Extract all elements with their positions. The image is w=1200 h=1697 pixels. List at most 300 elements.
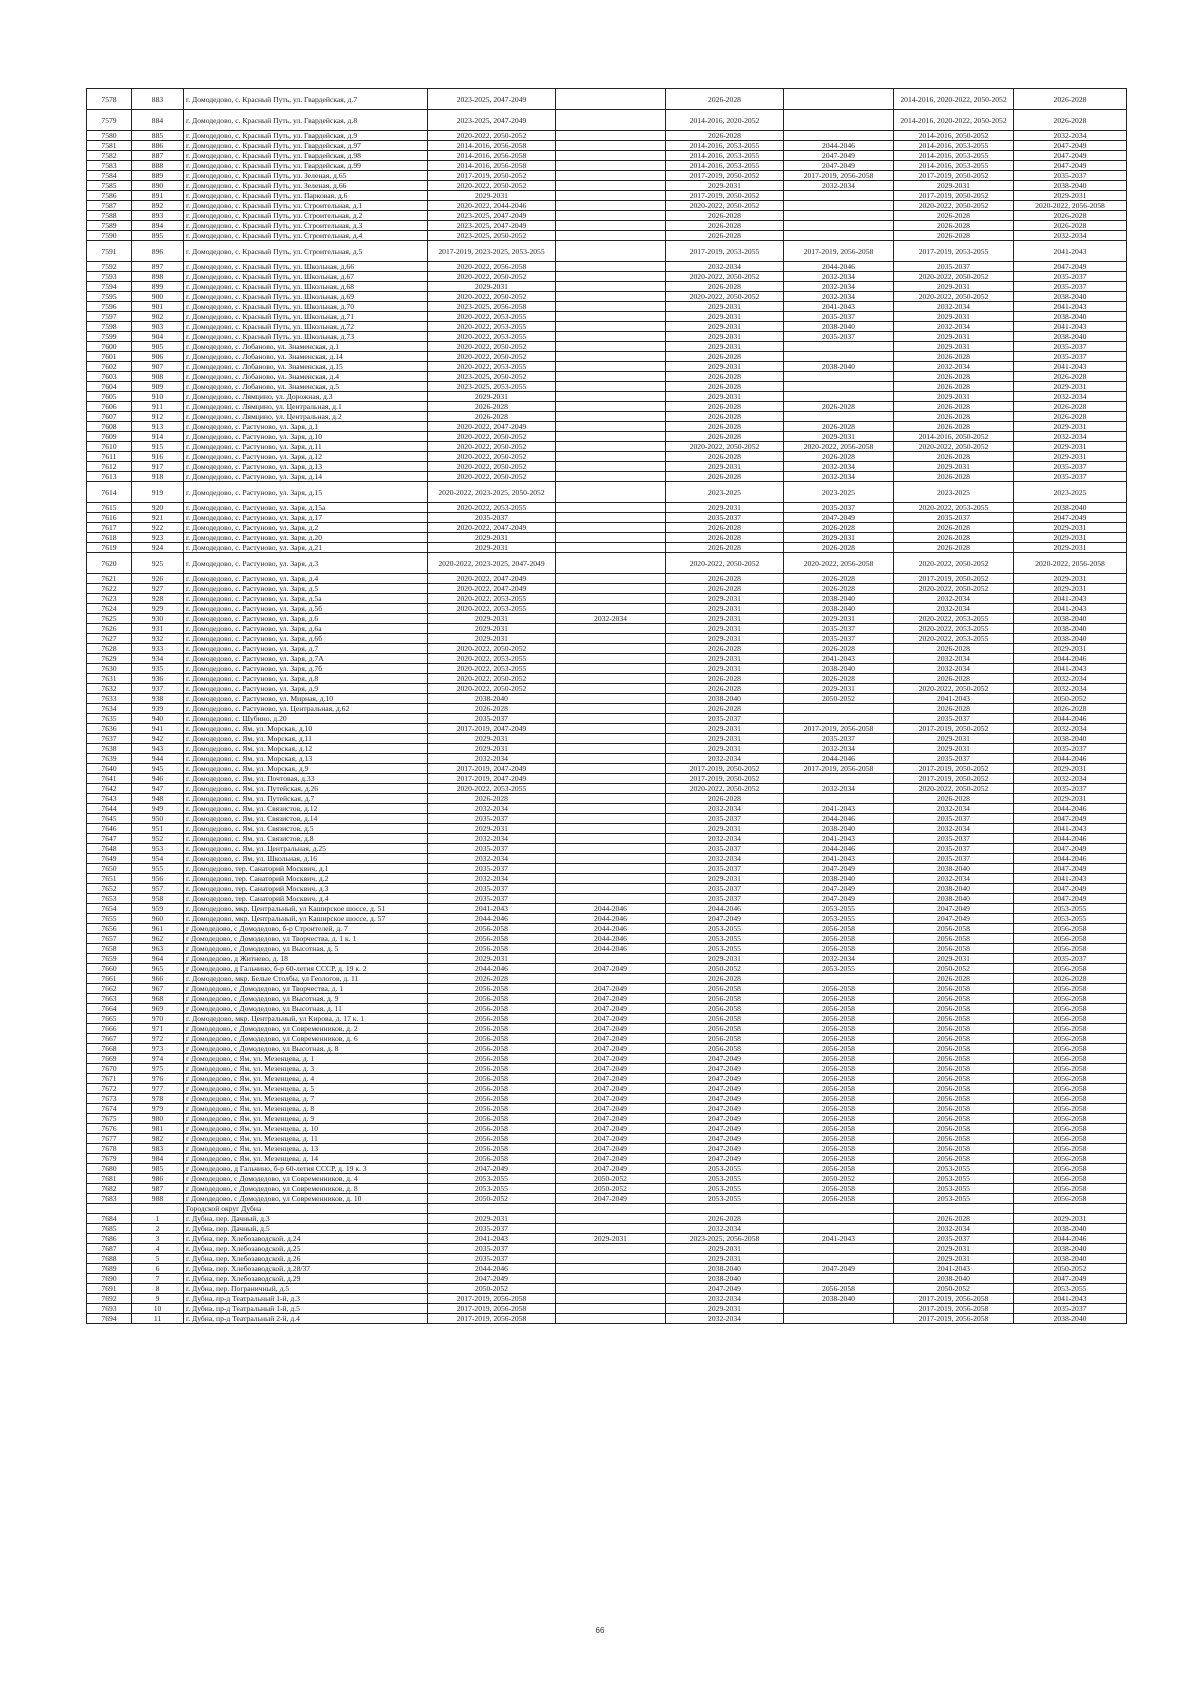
table-body [87,89,1127,1324]
cell-period-2 [556,110,666,131]
cell-address: г. Домодедово, с. Растуново, ул. Заря, д.9 [184,684,428,694]
cell-period-4: 2047-2049 [784,864,894,874]
cell-period-6: 2029-2031 [1014,794,1127,804]
table-row [87,1114,1127,1124]
cell-period-1: 2032-2034 [428,834,556,844]
cell-period-4 [784,704,894,714]
cell-period-2 [556,221,666,231]
cell-period-3: 2047-2049 [666,1114,784,1124]
cell-period-6: 2038-2040 [1014,1224,1127,1234]
cell-row-number: 7605 [87,392,132,402]
cell-address: г. Домодедово, с. Растуново, ул. Заря, д.8 [184,674,428,684]
cell-period-5: 2026-2028 [894,412,1014,422]
cell-row-number: 7582 [87,151,132,161]
table-row [87,944,1127,954]
cell-period-6: 2035-2037 [1014,462,1127,472]
cell-address: г. Домодедово, с. Растуново, ул. Заря, д.6 [184,614,428,624]
cell-period-1: 2056-2058 [428,924,556,934]
cell-address: г. Домодедово, с. Красный Путь, ул. Зеленая, д.65 [184,171,428,181]
cell-period-6: 2053-2055 [1014,1284,1127,1294]
cell-period-2 [556,844,666,854]
cell-period-4: 2032-2034 [784,181,894,191]
cell-period-2 [556,482,666,503]
cell-address: г. Домодедово, с. Ям, ул. Путейская, д.26 [184,784,428,794]
table-row [87,533,1127,543]
cell-period-2 [556,834,666,844]
cell-address: г Домодедово, с Домодедово, ул Высотная, д. 9 [184,994,428,1004]
table-row [87,231,1127,241]
cell-period-5: 2035-2037 [894,844,1014,854]
cell-period-3: 2038-2040 [666,1274,784,1284]
cell-period-5: 2026-2028 [894,974,1014,984]
cell-period-2 [556,1204,666,1214]
cell-address: г. Дубна, пер. Хлебозаводской, д.29 [184,1274,428,1284]
table-row [87,974,1127,984]
table-row [87,452,1127,462]
cell-period-6: 2041-2043 [1014,1294,1127,1304]
cell-period-3: 2047-2049 [666,1064,784,1074]
cell-row-number: 7636 [87,724,132,734]
cell-period-3: 2032-2034 [666,1224,784,1234]
cell-period-6: 2035-2037 [1014,171,1127,181]
cell-period-1: 2053-2055 [428,1184,556,1194]
cell-period-2: 2047-2049 [556,1064,666,1074]
cell-item-number: 942 [132,734,184,744]
cell-period-5: 2020-2022, 2050-2052 [894,684,1014,694]
cell-period-3: 2047-2049 [666,1084,784,1094]
cell-item-number: 980 [132,1114,184,1124]
cell-period-1: 2020-2022, 2053-2055 [428,594,556,604]
cell-address: г Домодедово, д Житнево, д. 18 [184,954,428,964]
cell-period-3: 2047-2049 [666,1124,784,1134]
cell-period-4: 2047-2049 [784,151,894,161]
cell-period-1: 2035-2037 [428,894,556,904]
cell-period-6: 2041-2043 [1014,322,1127,332]
cell-period-3: 2053-2055 [666,1174,784,1184]
cell-address: г. Домодедово, с. Растуново, ул. Заря, д.3 [184,553,428,574]
cell-row-number: 7637 [87,734,132,744]
cell-period-6: 2047-2049 [1014,141,1127,151]
cell-period-4: 2056-2058 [784,1064,894,1074]
cell-period-6: 2056-2058 [1014,1034,1127,1044]
cell-period-3: 2035-2037 [666,864,784,874]
cell-period-3: 2017-2019, 2050-2052 [666,191,784,201]
cell-period-3: 2026-2028 [666,674,784,684]
cell-row-number: 7614 [87,482,132,503]
cell-period-2 [556,754,666,764]
cell-period-1: 2056-2058 [428,934,556,944]
cell-period-6: 2056-2058 [1014,994,1127,1004]
cell-row-number: 7596 [87,302,132,312]
cell-period-4 [784,714,894,724]
cell-period-1: 2023-2025, 2047-2049 [428,211,556,221]
cell-period-5: 2056-2058 [894,1084,1014,1094]
cell-period-3: 2032-2034 [666,1294,784,1304]
cell-period-1: 2056-2058 [428,1144,556,1154]
cell-period-1: 2029-2031 [428,533,556,543]
cell-period-5: 2020-2022, 2050-2052 [894,553,1014,574]
cell-period-5: 2056-2058 [894,1104,1014,1114]
cell-row-number: 7645 [87,814,132,824]
cell-period-3: 2047-2049 [666,1104,784,1114]
cell-period-6: 2032-2034 [1014,231,1127,241]
cell-period-2 [556,201,666,211]
cell-period-5: 2014-2016, 2050-2052 [894,432,1014,442]
cell-period-3: 2056-2058 [666,1004,784,1014]
cell-period-6: 2056-2058 [1014,1134,1127,1144]
cell-period-2 [556,864,666,874]
cell-period-6: 2038-2040 [1014,624,1127,634]
table-row [87,553,1127,574]
table-row [87,1064,1127,1074]
cell-item-number: 884 [132,110,184,131]
cell-period-2 [556,824,666,834]
cell-row-number: 7689 [87,1264,132,1274]
cell-period-2 [556,553,666,574]
cell-item-number: 982 [132,1134,184,1144]
cell-row-number: 7638 [87,744,132,754]
cell-address: г Домодедово, с Домодедово, ул Современников, д. 8 [184,1184,428,1194]
cell-address: г. Домодедово, тер. Санаторий Москвич, д.3 [184,884,428,894]
cell-address: г. Домодедово, с. Растуново, ул. Заря, д.15 [184,482,428,503]
cell-period-6: 2056-2058 [1014,1104,1127,1114]
cell-period-6: 2056-2058 [1014,1024,1127,1034]
cell-address: г Домодедово, с Ям, ул. Мезенцева, д. 9 [184,1114,428,1124]
cell-item-number: 921 [132,513,184,523]
table-row [87,784,1127,794]
cell-row-number: 7669 [87,1054,132,1064]
cell-period-2 [556,452,666,462]
table-row [87,664,1127,674]
cell-period-4 [784,382,894,392]
cell-row-number: 7668 [87,1044,132,1054]
cell-period-1: 2020-2022, 2050-2052 [428,292,556,302]
cell-address: г. Домодедово, с. Красный Путь, ул. Гвардейская, д.9 [184,131,428,141]
cell-row-number: 7628 [87,644,132,654]
cell-address: г Домодедово, с Домодедово, ул Творчества, д. 1 [184,984,428,994]
cell-period-1: 2017-2019, 2047-2049 [428,764,556,774]
cell-period-1: 2020-2022, 2053-2055 [428,332,556,342]
cell-item-number: 947 [132,784,184,794]
table-row [87,894,1127,904]
cell-period-1: 2020-2022, 2023-2025, 2047-2049 [428,553,556,574]
cell-period-2: 2044-2046 [556,924,666,934]
cell-period-2 [556,402,666,412]
cell-item-number: 968 [132,994,184,1004]
cell-period-4: 2035-2037 [784,332,894,342]
table-row [87,372,1127,382]
cell-period-1: 2020-2022, 2050-2052 [428,452,556,462]
cell-period-3: 2056-2058 [666,1014,784,1024]
table-row [87,1014,1127,1024]
cell-period-6: 2047-2049 [1014,262,1127,272]
cell-item-number: 960 [132,914,184,924]
cell-period-3: 2017-2019, 2050-2052 [666,774,784,784]
cell-period-6: 2056-2058 [1014,944,1127,954]
cell-period-5: 2038-2040 [894,884,1014,894]
cell-period-4 [784,1274,894,1284]
cell-period-6: 2038-2040 [1014,292,1127,302]
cell-row-number: 7670 [87,1064,132,1074]
cell-period-3: 2026-2028 [666,352,784,362]
cell-period-3: 2044-2046 [666,904,784,914]
table-row [87,1084,1127,1094]
cell-item-number: 940 [132,714,184,724]
cell-period-4: 2041-2043 [784,834,894,844]
cell-item-number: 927 [132,584,184,594]
cell-row-number: 7587 [87,201,132,211]
cell-row-number: 7648 [87,844,132,854]
cell-address: г. Домодедово, с. Лобаново, ул. Знаменская, д.1 [184,342,428,352]
cell-period-4: 2056-2058 [784,1014,894,1024]
cell-row-number: 7610 [87,442,132,452]
cell-item-number: 889 [132,171,184,181]
cell-period-2: 2047-2049 [556,964,666,974]
cell-period-1: 2056-2058 [428,1104,556,1114]
cell-period-2 [556,181,666,191]
table-row [87,884,1127,894]
table-row [87,503,1127,513]
cell-period-4: 2056-2058 [784,1134,894,1144]
cell-period-4: 2044-2046 [784,844,894,854]
cell-address: г. Дубна, пер. Пограничный, д.5 [184,1284,428,1294]
cell-period-4: 2056-2058 [784,1044,894,1054]
cell-item-number: 962 [132,934,184,944]
cell-item-number: 932 [132,634,184,644]
cell-period-4: 2029-2031 [784,533,894,543]
cell-period-1: 2017-2019, 2056-2058 [428,1304,556,1314]
cell-period-3: 2035-2037 [666,714,784,724]
cell-period-2 [556,784,666,794]
cell-period-2 [556,664,666,674]
cell-period-2 [556,241,666,262]
cell-period-6: 2050-2052 [1014,694,1127,704]
cell-period-1: 2032-2034 [428,854,556,864]
cell-period-5: 2026-2028 [894,533,1014,543]
table-row [87,734,1127,744]
cell-item-number: 920 [132,503,184,513]
cell-row-number: 7680 [87,1164,132,1174]
cell-period-3: 2026-2028 [666,432,784,442]
cell-row-number: 7578 [87,89,132,110]
cell-row-number: 7626 [87,624,132,634]
cell-period-4: 2041-2043 [784,654,894,664]
cell-period-4: 2056-2058 [784,1084,894,1094]
group-header-row [87,1204,1127,1214]
cell-row-number: 7681 [87,1174,132,1184]
cell-period-3: 2029-2031 [666,724,784,734]
cell-period-6: 2056-2058 [1014,1124,1127,1134]
cell-period-4 [784,974,894,984]
cell-item-number: 977 [132,1084,184,1094]
cell-address: г Домодедово, д Гальчино, б-р 60-летия СССР, д. 19 к. 3 [184,1164,428,1174]
table-row [87,161,1127,171]
cell-period-6: 2038-2040 [1014,614,1127,624]
cell-period-1: 2026-2028 [428,402,556,412]
cell-item-number: 957 [132,884,184,894]
cell-row-number: 7677 [87,1134,132,1144]
cell-address: г. Домодедово, с. Растуново, ул. Заря, д.14 [184,472,428,482]
cell-row-number: 7589 [87,221,132,231]
cell-period-2: 2047-2049 [556,1194,666,1204]
cell-period-4: 2029-2031 [784,614,894,624]
cell-address: г Домодедово, с Ям, ул. Мезенцева, д. 1 [184,1054,428,1064]
table-row [87,1004,1127,1014]
cell-period-6: 2044-2046 [1014,654,1127,664]
cell-period-5: 2026-2028 [894,472,1014,482]
cell-period-4: 2047-2049 [784,884,894,894]
cell-row-number: 7683 [87,1194,132,1204]
cell-period-5: 2056-2058 [894,1034,1014,1044]
cell-address: г. Домодедово, с. Растуново, ул. Центральная, д.62 [184,704,428,714]
cell-period-5: 2053-2055 [894,1184,1014,1194]
cell-period-6: 2038-2040 [1014,1244,1127,1254]
cell-period-5: 2023-2025 [894,482,1014,503]
cell-period-5: 2047-2049 [894,914,1014,924]
cell-period-2 [556,412,666,422]
cell-period-1: 2056-2058 [428,1054,556,1064]
cell-period-1: 2020-2022, 2047-2049 [428,422,556,432]
cell-item-number: 898 [132,272,184,282]
cell-period-1: 2020-2022, 2050-2052 [428,684,556,694]
cell-period-1: 2032-2034 [428,874,556,884]
table-row [87,614,1127,624]
cell-period-2 [556,624,666,634]
cell-address: г. Домодедово, с. Ям, ул. Связистов, д.5 [184,824,428,834]
table-row [87,272,1127,282]
cell-address: г Домодедово, с Ям, ул. Мезенцева, д. 7 [184,1094,428,1104]
cell-period-2: 2047-2049 [556,1134,666,1144]
cell-period-4 [784,392,894,402]
cell-period-1: 2056-2058 [428,1114,556,1124]
cell-period-5: 2056-2058 [894,1024,1014,1034]
cell-item-number: 892 [132,201,184,211]
cell-period-2 [556,584,666,594]
cell-address: г Домодедово, с Домодедово, ул Высотная, д. 11 [184,1004,428,1014]
cell-period-6: 2056-2058 [1014,1164,1127,1174]
cell-row-number: 7613 [87,472,132,482]
cell-period-4: 2056-2058 [784,1094,894,1104]
table-row [87,472,1127,482]
cell-period-6: 2041-2043 [1014,604,1127,614]
cell-address: г. Домодедово, с. Ям, ул. Почтовая, д.33 [184,774,428,784]
cell-item-number: 948 [132,794,184,804]
cell-period-2 [556,604,666,614]
cell-period-3: 2026-2028 [666,1214,784,1224]
cell-row-number: 7661 [87,974,132,984]
cell-row-number: 7649 [87,854,132,864]
cell-period-1: 2023-2025, 2050-2052 [428,372,556,382]
cell-period-2: 2047-2049 [556,1034,666,1044]
cell-period-6: 2038-2040 [1014,181,1127,191]
cell-row-number: 7623 [87,594,132,604]
cell-period-6: 2053-2055 [1014,914,1127,924]
cell-period-4: 2044-2046 [784,141,894,151]
cell-period-1: 2050-2052 [428,1284,556,1294]
cell-row-number: 7581 [87,141,132,151]
cell-item-number: 941 [132,724,184,734]
cell-period-2 [556,704,666,714]
table-row [87,1304,1127,1314]
cell-period-1: 2029-2031 [428,824,556,834]
cell-period-3: 2047-2049 [666,1134,784,1144]
cell-period-5: 2056-2058 [894,1014,1014,1024]
cell-item-number: 5 [132,1254,184,1264]
cell-row-number: 7603 [87,372,132,382]
cell-period-2 [556,644,666,654]
cell-period-5: 2029-2031 [894,312,1014,322]
cell-period-3: 2047-2049 [666,1284,784,1294]
cell-period-2 [556,1294,666,1304]
table-row [87,1134,1127,1144]
cell-period-6: 2035-2037 [1014,282,1127,292]
cell-period-2 [556,1224,666,1234]
cell-item-number: 895 [132,231,184,241]
cell-period-4: 2056-2058 [784,1034,894,1044]
cell-period-1: 2020-2022, 2053-2055 [428,312,556,322]
table-row [87,382,1127,392]
cell-item-number: 944 [132,754,184,764]
cell-item-number: 970 [132,1014,184,1024]
table-row [87,191,1127,201]
cell-address: г. Домодедово, мкр. Центральный, ул Кирова, д. 17 к. 1 [184,1014,428,1024]
cell-period-5: 2026-2028 [894,422,1014,432]
cell-period-6: 2041-2043 [1014,302,1127,312]
cell-period-6 [1014,1204,1127,1214]
cell-period-1: 2035-2037 [428,1224,556,1234]
cell-period-3: 2017-2019, 2053-2055 [666,241,784,262]
table-row [87,954,1127,964]
cell-period-4: 2056-2058 [784,944,894,954]
cell-period-6: 2056-2058 [1014,1094,1127,1104]
cell-period-1: 2029-2031 [428,614,556,624]
cell-period-5: 2056-2058 [894,1044,1014,1054]
table-row [87,422,1127,432]
cell-period-1: 2047-2049 [428,1164,556,1174]
cell-row-number: 7687 [87,1244,132,1254]
cell-period-5: 2056-2058 [894,994,1014,1004]
cell-period-4: 2050-2052 [784,1174,894,1184]
cell-period-4: 2032-2034 [784,282,894,292]
cell-period-6: 2029-2031 [1014,452,1127,462]
cell-period-3: 2053-2055 [666,1184,784,1194]
cell-period-1: 2029-2031 [428,624,556,634]
cell-period-1: 2020-2022, 2053-2055 [428,322,556,332]
cell-period-3: 2029-2031 [666,1304,784,1314]
cell-address: г. Домодедово, с. Ям, ул. Связистов, д.12 [184,804,428,814]
cell-row-number: 7615 [87,503,132,513]
cell-row-number: 7676 [87,1124,132,1134]
cell-period-5: 2053-2055 [894,1174,1014,1184]
table-row [87,1184,1127,1194]
cell-period-3: 2056-2058 [666,1024,784,1034]
cell-period-2: 2047-2049 [556,1024,666,1034]
cell-period-3: 2020-2022, 2050-2052 [666,553,784,574]
cell-period-1: 2026-2028 [428,704,556,714]
cell-period-1: 2056-2058 [428,1094,556,1104]
cell-item-number: 988 [132,1194,184,1204]
cell-row-number: 7590 [87,231,132,241]
cell-period-2: 2047-2049 [556,1054,666,1064]
cell-row-number: 7650 [87,864,132,874]
cell-period-6: 2044-2046 [1014,1234,1127,1244]
cell-row-number: 7607 [87,412,132,422]
cell-period-4: 2035-2037 [784,734,894,744]
cell-item-number: 887 [132,151,184,161]
cell-period-4 [784,1204,894,1214]
cell-row-number: 7639 [87,754,132,764]
cell-period-1: 2056-2058 [428,1004,556,1014]
